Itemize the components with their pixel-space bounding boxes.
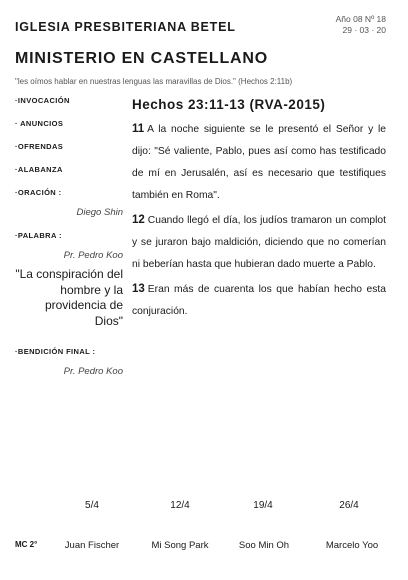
verse <box>132 118 386 207</box>
verse-number: 12 <box>132 214 145 226</box>
bendicion-person: Pr. Pedro Koo <box>63 366 123 377</box>
verse-text: Cuando llegó el día, los judíos tramaron un complot y se juraron bajo maldición, diciendo que no comerían ni beberían hasta que hubieran dado muerte a Pablo. <box>132 215 386 270</box>
verse <box>132 278 386 323</box>
verse-number: 11 <box>132 123 145 135</box>
passage-title: Hechos 23:11-13 (RVA-2015) <box>132 97 326 112</box>
passage-text <box>132 118 386 325</box>
verse-number: 13 <box>132 283 145 295</box>
schedule-name: Mi Song Park <box>151 540 209 551</box>
palabra-person: Pr. Pedro Koo <box>63 250 123 261</box>
church-name: IGLESIA PRESBITERIANA BETEL <box>15 20 236 34</box>
order-bendicion: ·BENDICIÓN FINAL : <box>15 347 96 356</box>
order-palabra: ·PALABRA : <box>15 231 62 240</box>
schedule-label: MC 2° <box>15 540 38 549</box>
schedule-name: Juan Fischer <box>64 540 120 551</box>
schedule-date: 5/4 <box>85 500 99 511</box>
order-anuncios: · ANUNCIOS <box>15 119 64 128</box>
sermon-title: "La conspiración del hombre y la providencia de Dios" <box>15 267 123 328</box>
order-invocacion: ·INVOCACIÓN <box>15 96 70 105</box>
verse-text: Eran más de cuarenta los que habían hecho esta conjuración. <box>132 284 386 317</box>
issue-info <box>336 14 386 36</box>
order-of-service <box>15 96 123 377</box>
verse <box>132 209 386 276</box>
schedule-date: 19/4 <box>253 500 273 511</box>
schedule-date: 26/4 <box>339 500 359 511</box>
schedule-name: Marcelo Yoo <box>325 540 379 551</box>
order-alabanza: ·ALABANZA <box>15 165 63 174</box>
oracion-person: Diego Shin <box>76 207 123 218</box>
verse-text: A la noche siguiente se le presentó el Señor y le dijo: "Sé valiente, Pablo, pues así como has testificado de mí en Jerusalén, así es necesario que testifiques también en Roma". <box>132 124 386 201</box>
ministry-title: MINISTERIO EN CASTELLANO <box>15 50 268 67</box>
issue-number: Año 08 Nº 18 <box>335 14 386 24</box>
motto: "les oímos hablar en nuestras lenguas las maravillas de Dios." (Hechos 2:11b) <box>15 77 293 86</box>
schedule-date: 12/4 <box>170 500 190 511</box>
order-ofrendas: ·OFRENDAS <box>15 142 64 151</box>
issue-date: 29 · 03 · 20 <box>342 25 386 35</box>
order-oracion: ·ORACIÓN : <box>15 188 62 197</box>
schedule-name: Soo Min Oh <box>238 540 290 551</box>
